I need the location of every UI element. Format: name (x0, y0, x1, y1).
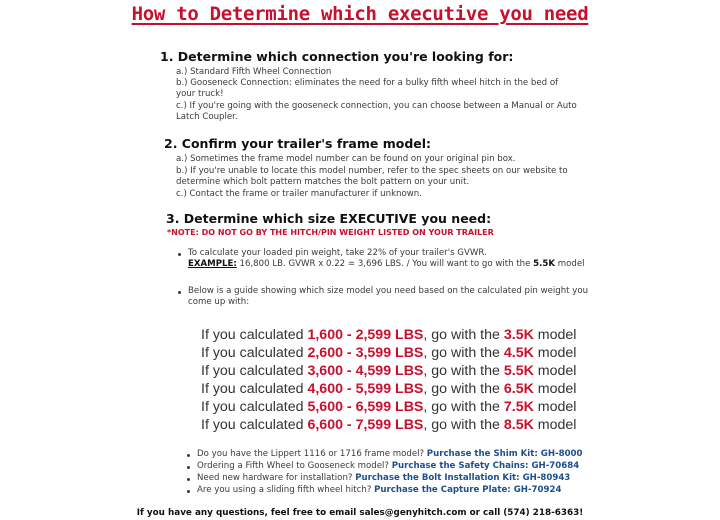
s2-line: c.) Contact the frame or trailer manufacturer if unknown. (176, 189, 422, 199)
bullet-icon (178, 253, 181, 256)
size-guide-row: If you calculated 1,600 - 2,599 LBS, go with the 3.5K model (201, 327, 577, 343)
size-guide-row: If you calculated 3,600 - 4,599 LBS, go with the 5.5K model (201, 363, 577, 379)
link-item: Do you have the Lippert 1116 or 1716 frame model? Purchase the Shim Kit: GH-8000 (197, 449, 583, 459)
link-item: Need new hardware for installation? Purchase the Bolt Installation Kit: GH-80943 (197, 473, 571, 483)
bullet-icon (187, 454, 190, 457)
bolt-kit-link[interactable]: Purchase the Bolt Installation Kit: GH-80943 (355, 473, 571, 483)
weight-note: *NOTE: DO NOT GO BY THE HITCH/PIN WEIGHT LISTED ON YOUR TRAILER (167, 228, 494, 237)
section-3-heading: 3. Determine which size EXECUTIVE you need: (166, 211, 492, 226)
section-2-heading: 2. Confirm your trailer's frame model: (164, 136, 432, 151)
page-title: How to Determine which executive you need (131, 3, 589, 25)
example-line: EXAMPLE: 16,800 LB. GVWR x 0.22 = 3,696 LBS. / You will want to go with the 5.5K model (188, 259, 585, 269)
contact-footer: If you have any questions, feel free to email sales@genyhitch.com or call (574) 218-6363! (136, 508, 584, 518)
pin-weight-instruction: To calculate your loaded pin weight, take 22% of your trailer's GVWR. (188, 248, 487, 258)
s1-line: Latch Coupler. (176, 112, 238, 122)
s2-line: determine which bolt pattern matches the bolt pattern on your unit. (176, 177, 470, 187)
size-guide-row: If you calculated 4,600 - 5,599 LBS, go with the 6.5K model (201, 381, 577, 397)
bullet-icon (187, 490, 190, 493)
s1-line: a.) Standard Fifth Wheel Connection (176, 67, 332, 77)
bullet-icon (187, 478, 190, 481)
bullet-icon (178, 291, 181, 294)
size-guide-row: If you calculated 5,600 - 6,599 LBS, go with the 7.5K model (201, 399, 577, 415)
s1-line: your truck! (176, 89, 224, 99)
safety-chains-link[interactable]: Purchase the Safety Chains: GH-70684 (391, 461, 580, 471)
section-1-heading: 1. Determine which connection you're looking for: (160, 49, 514, 64)
guide-intro: Below is a guide showing which size model you need based on the calculated pin weight you (188, 286, 589, 296)
size-guide-row: If you calculated 2,600 - 3,599 LBS, go with the 4.5K model (201, 345, 577, 361)
link-item: Are you using a sliding fifth wheel hitch? Purchase the Capture Plate: GH-70924 (197, 485, 562, 495)
guide-intro: come up with: (188, 297, 250, 307)
s2-line: a.) Sometimes the frame model number can be found on your original pin box. (176, 154, 516, 164)
s2-line: b.) If you're unable to locate this model number, refer to the spec sheets on our website to (176, 166, 568, 176)
s1-line: c.) If you're going with the gooseneck connection, you can choose between a Manual or Auto (176, 101, 577, 111)
s1-line: b.) Gooseneck Connection: eliminates the need for a bulky fifth wheel hitch in the bed of (176, 78, 559, 88)
bullet-icon (187, 466, 190, 469)
size-guide-row: If you calculated 6,600 - 7,599 LBS, go with the 8.5K model (201, 417, 577, 433)
capture-plate-link[interactable]: Purchase the Capture Plate: GH-70924 (374, 485, 562, 495)
link-item: Ordering a Fifth Wheel to Gooseneck model? Purchase the Safety Chains: GH-70684 (197, 461, 580, 471)
shim-kit-link[interactable]: Purchase the Shim Kit: GH-8000 (426, 449, 583, 459)
